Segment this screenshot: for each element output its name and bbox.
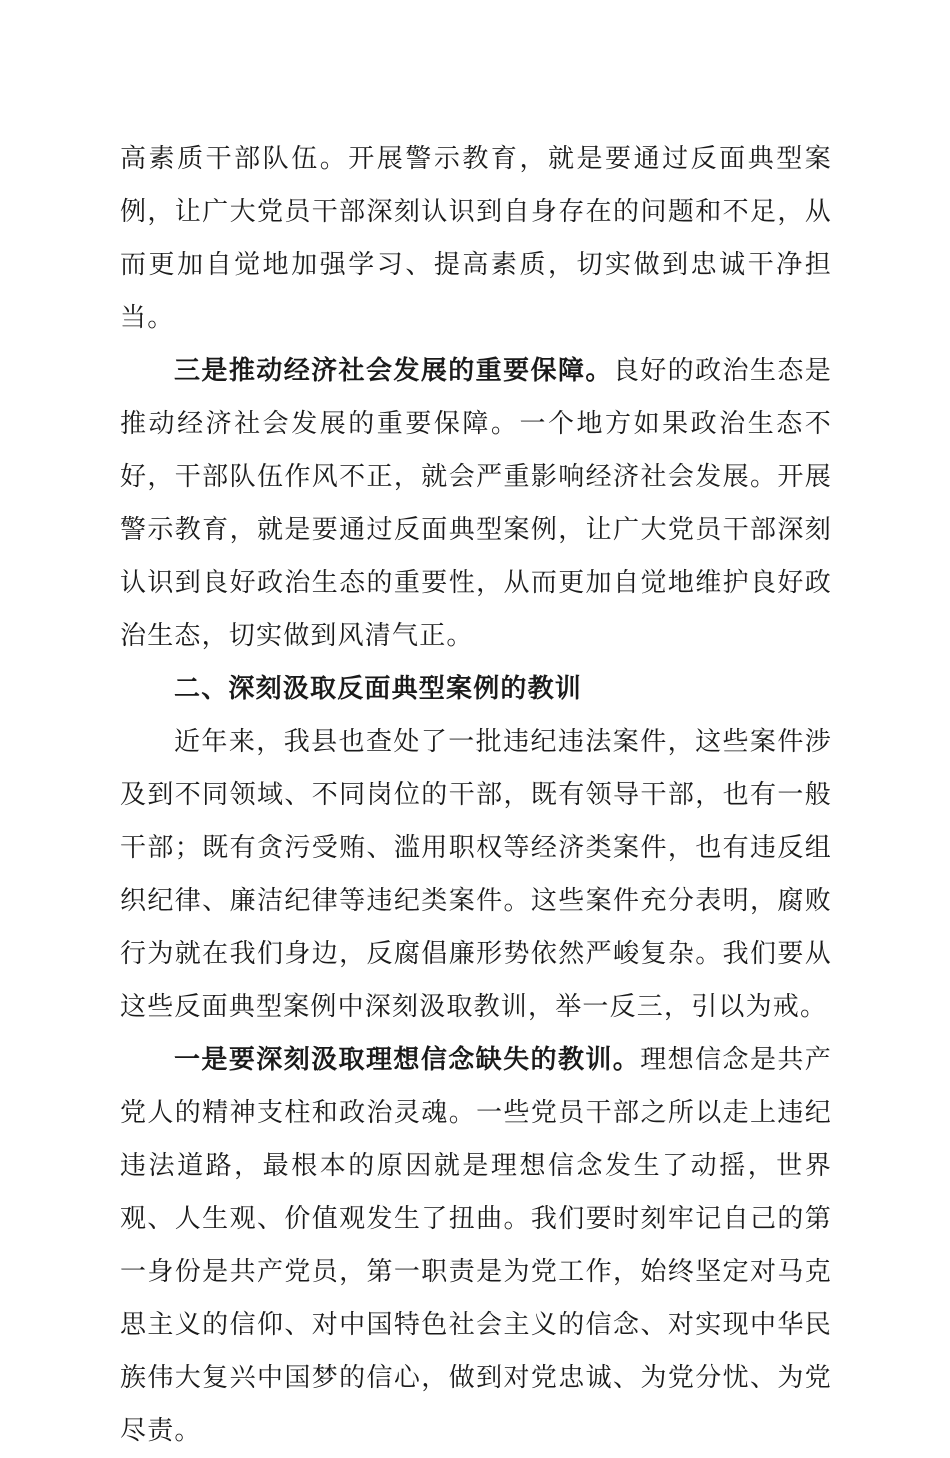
paragraph-intro [120, 716, 832, 1034]
paragraph-text: 近年来，我县也查处了一批违纪违法案件，这些案件涉及到不同领域、不同岗位的干部，既有领导干部，也有一般干部；既有贪污受贿、滥用职权等经济类案件，也有违反组织纪律、廉洁纪律等违纪类案件。这些案件充分表明，腐败行为就在我们身边，反腐倡廉形势依然严峻复杂。我们要从这些反面典型案例中深刻汲取教训，举一反三，引以为戒。 [120, 727, 832, 1022]
paragraph-text: 理想信念是共产党人的精神支柱和政治灵魂。一些党员干部之所以走上违纪违法道路，最根本的原因就是理想信念发生了动摇，世界观、人生观、价值观发生了扭曲。我们要时刻牢记自己的第一身份是共产党员，第一职责是为党工作，始终坚定对马克思主义的信仰、对中国特色社会主义的信念、对实现中华民族伟大复兴中国梦的信心，做到对党忠诚、为党分忧、为党尽责。 [120, 1045, 833, 1446]
paragraph-point-three [120, 345, 832, 663]
paragraph-text: 高素质干部队伍。开展警示教育，就是要通过反面典型案例，让广大党员干部深刻认识到自身存在的问题和不足，从而更加自觉地加强学习、提高素质，切实做到忠诚干净担当。 [120, 144, 832, 333]
paragraph-lead: 三是推动经济社会发展的重要保障。 [174, 356, 613, 386]
paragraph-lead: 一是要深刻汲取理想信念缺失的教训。 [174, 1045, 641, 1075]
paragraph-text: 良好的政治生态是推动经济社会发展的重要保障。一个地方如果政治生态不好，干部队伍作风不正，就会严重影响经济社会发展。开展警示教育，就是要通过反面典型案例，让广大党员干部深刻认识到良好政治生态的重要性，从而更加自觉地维护良好政治生态，切实做到风清气正。 [120, 356, 832, 651]
document-body [120, 133, 832, 1458]
paragraph-continued [120, 133, 832, 345]
section-heading: 二、深刻汲取反面典型案例的教训 [174, 674, 583, 704]
paragraph-point-one [120, 1034, 832, 1458]
